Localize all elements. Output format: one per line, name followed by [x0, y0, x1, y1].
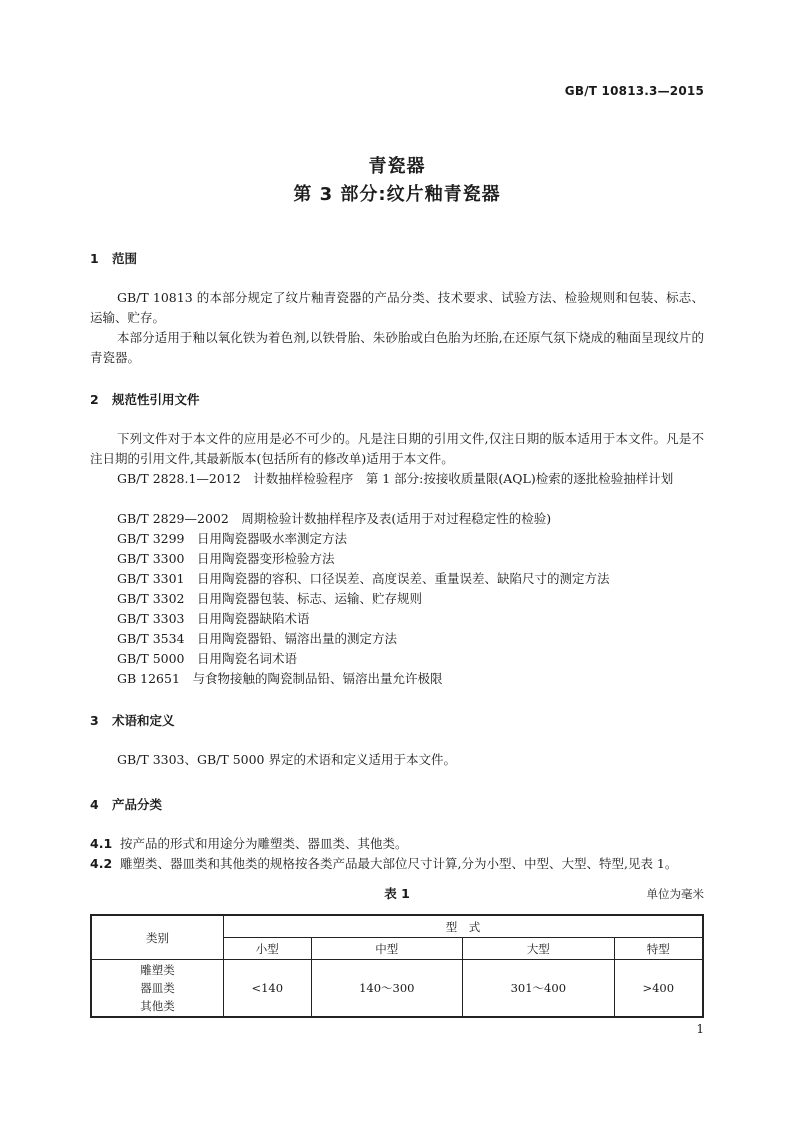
document-title: 青瓷器 — [368, 156, 426, 177]
section-title: 术语和定义 — [112, 713, 175, 728]
section-number: 2 — [90, 392, 99, 407]
table-category-cell — [91, 960, 224, 1018]
section-1-paragraph-1: GB/T 10813 的本部分规定了纹片釉青瓷器的产品分类、技术要求、试验方法、检验规则和包装、标志、运输、贮存。 — [90, 290, 704, 325]
section-2-intro: 下列文件对于本文件的应用是必不可少的。凡是注日期的引用文件,仅注日期的版本适用于本文件。凡是不注日期的引用文件,其最新版本(包括所有的修改单)适用于本文件。 — [90, 431, 704, 466]
reference-code: GB/T 5000 — [117, 651, 185, 666]
reference-item — [117, 649, 297, 669]
clause-4-1 — [90, 834, 408, 852]
table-cell-medium: 140～300 — [311, 960, 463, 1018]
reference-title: 日用陶瓷名词术语 — [197, 651, 298, 666]
section-title: 范围 — [112, 251, 138, 266]
reference-title: 计数抽样检验程序 第 1 部分:按接收质量限(AQL)检索的逐批检验抽样计划 — [253, 471, 674, 486]
reference-item — [117, 549, 335, 569]
table-header-type-group: 型 式 — [224, 915, 704, 938]
section-3-paragraph: GB/T 3303、GB/T 5000 界定的术语和定义适用于本文件。 — [117, 752, 456, 767]
reference-code: GB/T 2828.1—2012 — [117, 471, 241, 486]
clause-number: 4.1 — [90, 836, 113, 851]
size-classification-table — [90, 914, 704, 1018]
reference-item — [117, 609, 310, 629]
reference-title: 日用陶瓷器包装、标志、运输、贮存规则 — [197, 591, 423, 606]
table-caption: 表 1 — [384, 886, 410, 901]
page-number: 1 — [696, 1022, 704, 1036]
reference-item — [117, 629, 397, 649]
clause-number: 4.2 — [90, 856, 113, 871]
section-1-heading — [90, 249, 137, 267]
reference-item — [117, 529, 347, 549]
table-header-medium: 中型 — [311, 938, 463, 960]
clause-4-2 — [90, 854, 677, 872]
clause-text: 雕塑类、器皿类和其他类的规格按各类产品最大部位尺寸计算,分为小型、中型、大型、特型,见表 1。 — [120, 856, 678, 871]
table-cell-large: 301～400 — [463, 960, 615, 1018]
section-number: 1 — [90, 251, 99, 266]
table-header-category: 类别 — [91, 915, 224, 960]
reference-title: 日用陶瓷器的容积、口径误差、高度误差、重量误差、缺陷尺寸的测定方法 — [197, 571, 610, 586]
reference-title: 日用陶瓷器缺陷术语 — [197, 611, 310, 626]
reference-code: GB/T 3301 — [117, 571, 185, 586]
section-number: 4 — [90, 797, 99, 812]
section-1-paragraph-2: 本部分适用于釉以氧化铁为着色剂,以铁骨胎、朱砂胎或白色胎为坯胎,在还原气氛下烧成的釉面呈现纹片的青瓷器。 — [90, 330, 704, 365]
section-2-heading — [90, 390, 200, 408]
reference-item — [117, 509, 551, 529]
document-subtitle: 第 3 部分:纹片釉青瓷器 — [293, 184, 501, 205]
reference-code: GB/T 3302 — [117, 591, 185, 606]
reference-code: GB/T 2829—2002 — [117, 511, 229, 526]
category-other: 其他类 — [140, 999, 175, 1013]
reference-code: GB/T 3300 — [117, 551, 185, 566]
section-title: 规范性引用文件 — [112, 392, 200, 407]
clause-text: 按产品的形式和用途分为雕塑类、器皿类、其他类。 — [120, 836, 408, 851]
table-cell-small: <140 — [224, 960, 312, 1018]
table-header-special: 特型 — [614, 938, 703, 960]
category-vessel: 器皿类 — [140, 981, 175, 995]
reference-title: 日用陶瓷器吸水率测定方法 — [197, 531, 348, 546]
reference-item — [117, 589, 422, 609]
table-unit: 单位为毫米 — [646, 887, 704, 901]
reference-title: 与食物接触的陶瓷制品铅、镉溶出量允许极限 — [192, 671, 443, 686]
table-cell-special: >400 — [614, 960, 703, 1018]
reference-code: GB/T 3299 — [117, 531, 185, 546]
reference-title: 日用陶瓷器变形检验方法 — [197, 551, 335, 566]
reference-item — [90, 469, 704, 489]
reference-item — [117, 569, 610, 589]
section-title: 产品分类 — [112, 797, 163, 812]
section-number: 3 — [90, 713, 99, 728]
reference-title: 周期检验计数抽样程序及表(适用于对过程稳定性的检验) — [241, 511, 552, 526]
category-sculpture: 雕塑类 — [140, 963, 175, 977]
table-header-small: 小型 — [224, 938, 312, 960]
reference-item — [117, 669, 442, 689]
table-header-large: 大型 — [463, 938, 615, 960]
reference-code: GB/T 3303 — [117, 611, 185, 626]
section-3-heading — [90, 711, 175, 729]
reference-code: GB 12651 — [117, 671, 180, 686]
section-4-heading — [90, 795, 162, 813]
reference-code: GB/T 3534 — [117, 631, 185, 646]
standard-number: GB/T 10813.3—2015 — [564, 84, 704, 98]
reference-title: 日用陶瓷器铅、镉溶出量的测定方法 — [197, 631, 398, 646]
